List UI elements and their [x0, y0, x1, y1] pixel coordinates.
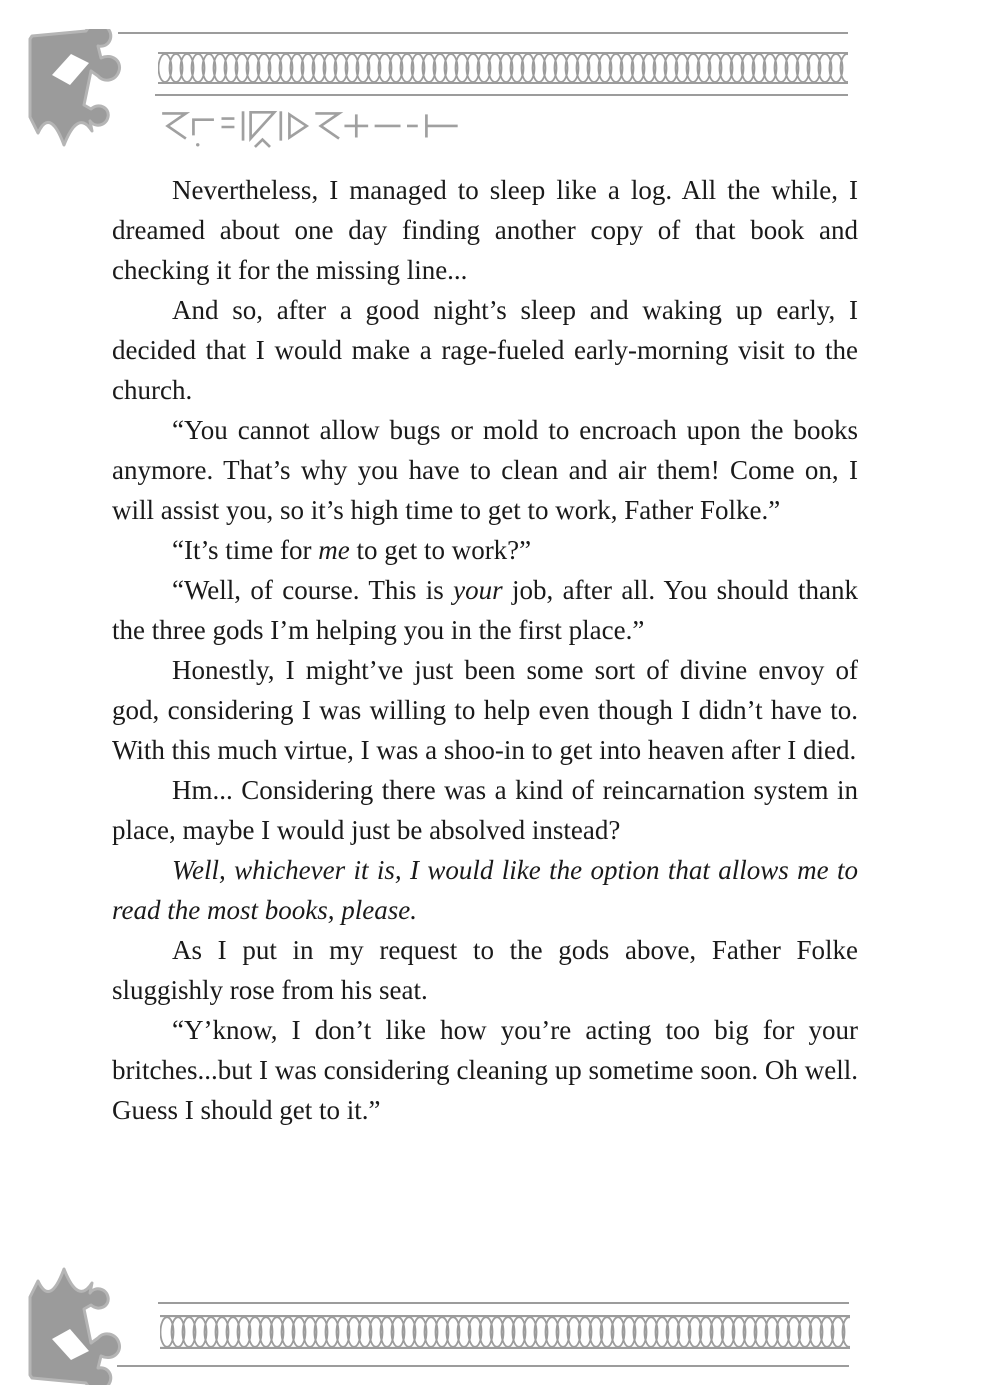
text-segment: “It’s time for	[172, 535, 319, 565]
paragraph	[112, 770, 858, 850]
text-segment: And so, after a good night’s sleep and waking up early, I decided that I would make a rage-fueled early-morning visit to the church.	[112, 295, 858, 405]
text-segment: “You cannot allow bugs or mold to encroach upon the books anymore. That’s why you have to clean and air them! Come on, I will assist you, so it’s high time to get to work, Father Folke.”	[112, 415, 858, 525]
runic-script-line	[160, 105, 462, 149]
text-segment: “Y’know, I don’t like how you’re acting too big for your britches...but I was considering cleaning up sometime soon. Oh well. Guess I should get to it.”	[112, 1015, 858, 1125]
paragraph	[112, 570, 858, 650]
text-segment: me	[318, 535, 350, 565]
text-segment: job, after all. You should thank the three gods I’m helping you in the first place.”	[112, 575, 858, 645]
top-rule-upper	[118, 32, 848, 34]
text-segment: As I put in my request to the gods above, Father Folke sluggishly rose from his seat.	[112, 935, 858, 1005]
top-rule-lower	[155, 94, 848, 96]
paragraph	[112, 650, 858, 770]
ellipse-chain-band	[160, 1315, 850, 1349]
puzzle-cross-ornament-icon	[24, 29, 159, 164]
text-segment: “Well, of course. This is	[172, 575, 454, 605]
paragraph	[112, 1010, 858, 1130]
paragraph	[112, 170, 858, 290]
paragraph	[112, 930, 858, 1010]
text-segment: Nevertheless, I managed to sleep like a log. All the while, I dreamed about one day finding another copy of that book and checking it for the missing line...	[112, 175, 858, 285]
paragraph	[112, 530, 858, 570]
text-segment: Well, whichever it is, I would like the option that allows me to read the most books, please.	[112, 855, 858, 925]
paragraph	[112, 850, 858, 930]
puzzle-cross-ornament-icon-flipped	[24, 1250, 159, 1385]
text-segment: Hm... Considering there was a kind of reincarnation system in place, maybe I would just be absolved instead?	[112, 775, 858, 845]
paragraph	[112, 410, 858, 530]
text-segment: your	[453, 575, 503, 605]
ellipse-chain-band	[158, 52, 848, 84]
text-segment: Honestly, I might’ve just been some sort of divine envoy of god, considering I was willing to help even though I didn’t have to. With this much virtue, I was a shoo-in to get into heaven after I died.	[112, 655, 858, 765]
page-text	[112, 170, 858, 1130]
bottom-rule-upper	[158, 1302, 849, 1304]
text-segment: to get to work?”	[349, 535, 532, 565]
bottom-rule-lower	[117, 1365, 849, 1367]
paragraph	[112, 290, 858, 410]
